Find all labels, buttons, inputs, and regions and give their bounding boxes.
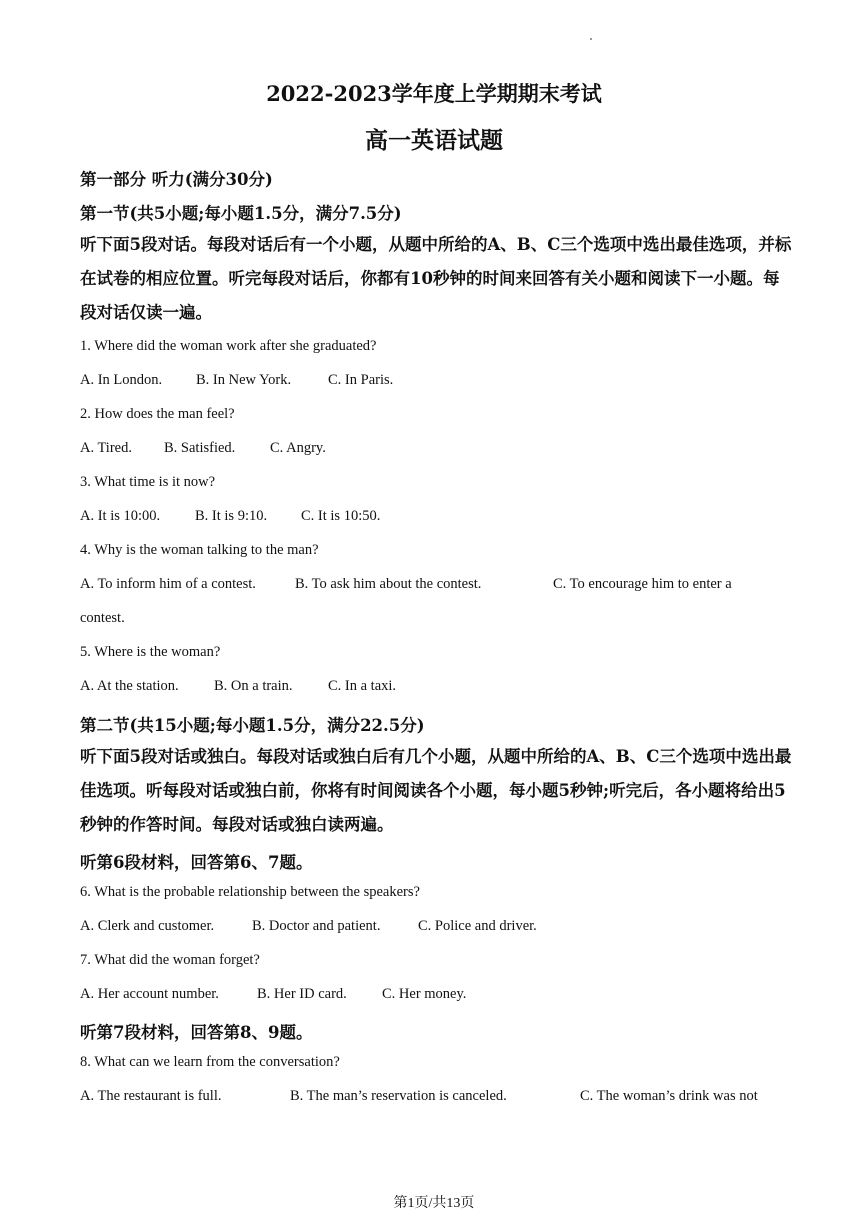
- question-stem-5: 5. Where is the woman?: [80, 644, 221, 660]
- q5-option-a: A. At the station.: [80, 678, 179, 694]
- question-stem-7: 7. What did the woman forget?: [80, 952, 260, 968]
- q7-option-a: A. Her account number.: [80, 986, 219, 1002]
- section2-heading: 第二节(共15小题;每小题1.5分，满分22.5分): [80, 716, 425, 735]
- question-stem-6: 6. What is the probable relationship between the speakers?: [80, 884, 420, 900]
- question-stem-4: 4. Why is the woman talking to the man?: [80, 542, 319, 558]
- q5-option-c: C. In a taxi.: [328, 678, 397, 694]
- question-stem-8: 8. What can we learn from the conversation?: [80, 1054, 340, 1070]
- q6-option-a: A. Clerk and customer.: [80, 918, 215, 934]
- q3-option-a: A. It is 10:00.: [80, 508, 161, 524]
- q2-option-b: B. Satisfied.: [164, 440, 236, 456]
- q3-option-b: B. It is 9:10.: [195, 508, 268, 524]
- section1-heading: 第一节(共5小题;每小题1.5分，满分7.5分): [80, 204, 402, 223]
- material-7-heading: 听第7段材料，回答第8、9题。: [80, 1023, 313, 1042]
- q1-option-b: B. In New York.: [196, 372, 292, 388]
- q5-option-b: B. On a train.: [214, 678, 293, 694]
- q8-option-c: C. The woman’s drink was not: [580, 1088, 758, 1104]
- page-footer: 第1页/共13页: [393, 1196, 475, 1211]
- question-stem-3: 3. What time is it now?: [80, 474, 216, 490]
- q4-option-b: B. To ask him about the contest.: [295, 576, 482, 592]
- question-stem-1: 1. Where did the woman work after she graduated?: [80, 338, 377, 354]
- section2-instructions: 听下面5段对话或独白。每段对话或独白后有几个小题，从题中所给的A、B、C三个选项中选出最佳选项。听每段对话或独白前，你将有时间阅读各个小题，每小题5秒钟;听完后，各小题将给出5秒钟的作答时间。每段对话或独白读两遍。: [80, 747, 792, 834]
- q4-option-a: A. To inform him of a contest.: [80, 576, 256, 592]
- scan-speck: [590, 38, 592, 40]
- part1-heading: 第一部分 听力(满分30分): [80, 170, 273, 189]
- q4-option-c-continued: contest.: [80, 610, 125, 626]
- q4-option-c: C. To encourage him to enter a: [553, 576, 732, 592]
- q1-option-c: C. In Paris.: [328, 372, 394, 388]
- q1-option-a: A. In London.: [80, 372, 163, 388]
- q7-option-c: C. Her money.: [382, 986, 467, 1002]
- q7-option-b: B. Her ID card.: [257, 986, 347, 1002]
- exam-title: 2022-2023学年度上学期期末考试: [266, 81, 602, 106]
- q6-option-c: C. Police and driver.: [418, 918, 537, 934]
- exam-subtitle: 高一英语试题: [365, 127, 503, 154]
- q3-option-c: C. It is 10:50.: [301, 508, 381, 524]
- q8-option-b: B. The man’s reservation is canceled.: [290, 1088, 507, 1104]
- question-stem-2: 2. How does the man feel?: [80, 406, 235, 422]
- material-6-heading: 听第6段材料，回答第6、7题。: [80, 853, 313, 872]
- q2-option-c: C. Angry.: [270, 440, 326, 456]
- q8-option-a: A. The restaurant is full.: [80, 1088, 222, 1104]
- q6-option-b: B. Doctor and patient.: [252, 918, 381, 934]
- q2-option-a: A. Tired.: [80, 440, 132, 456]
- section1-instructions: 听下面5段对话。每段对话后有一个小题，从题中所给的A、B、C三个选项中选出最佳选项，并标在试卷的相应位置。听完每段对话后，你都有10秒钟的时间来回答有关小题和阅读下一小题。每段对话仅读一遍。: [80, 235, 792, 322]
